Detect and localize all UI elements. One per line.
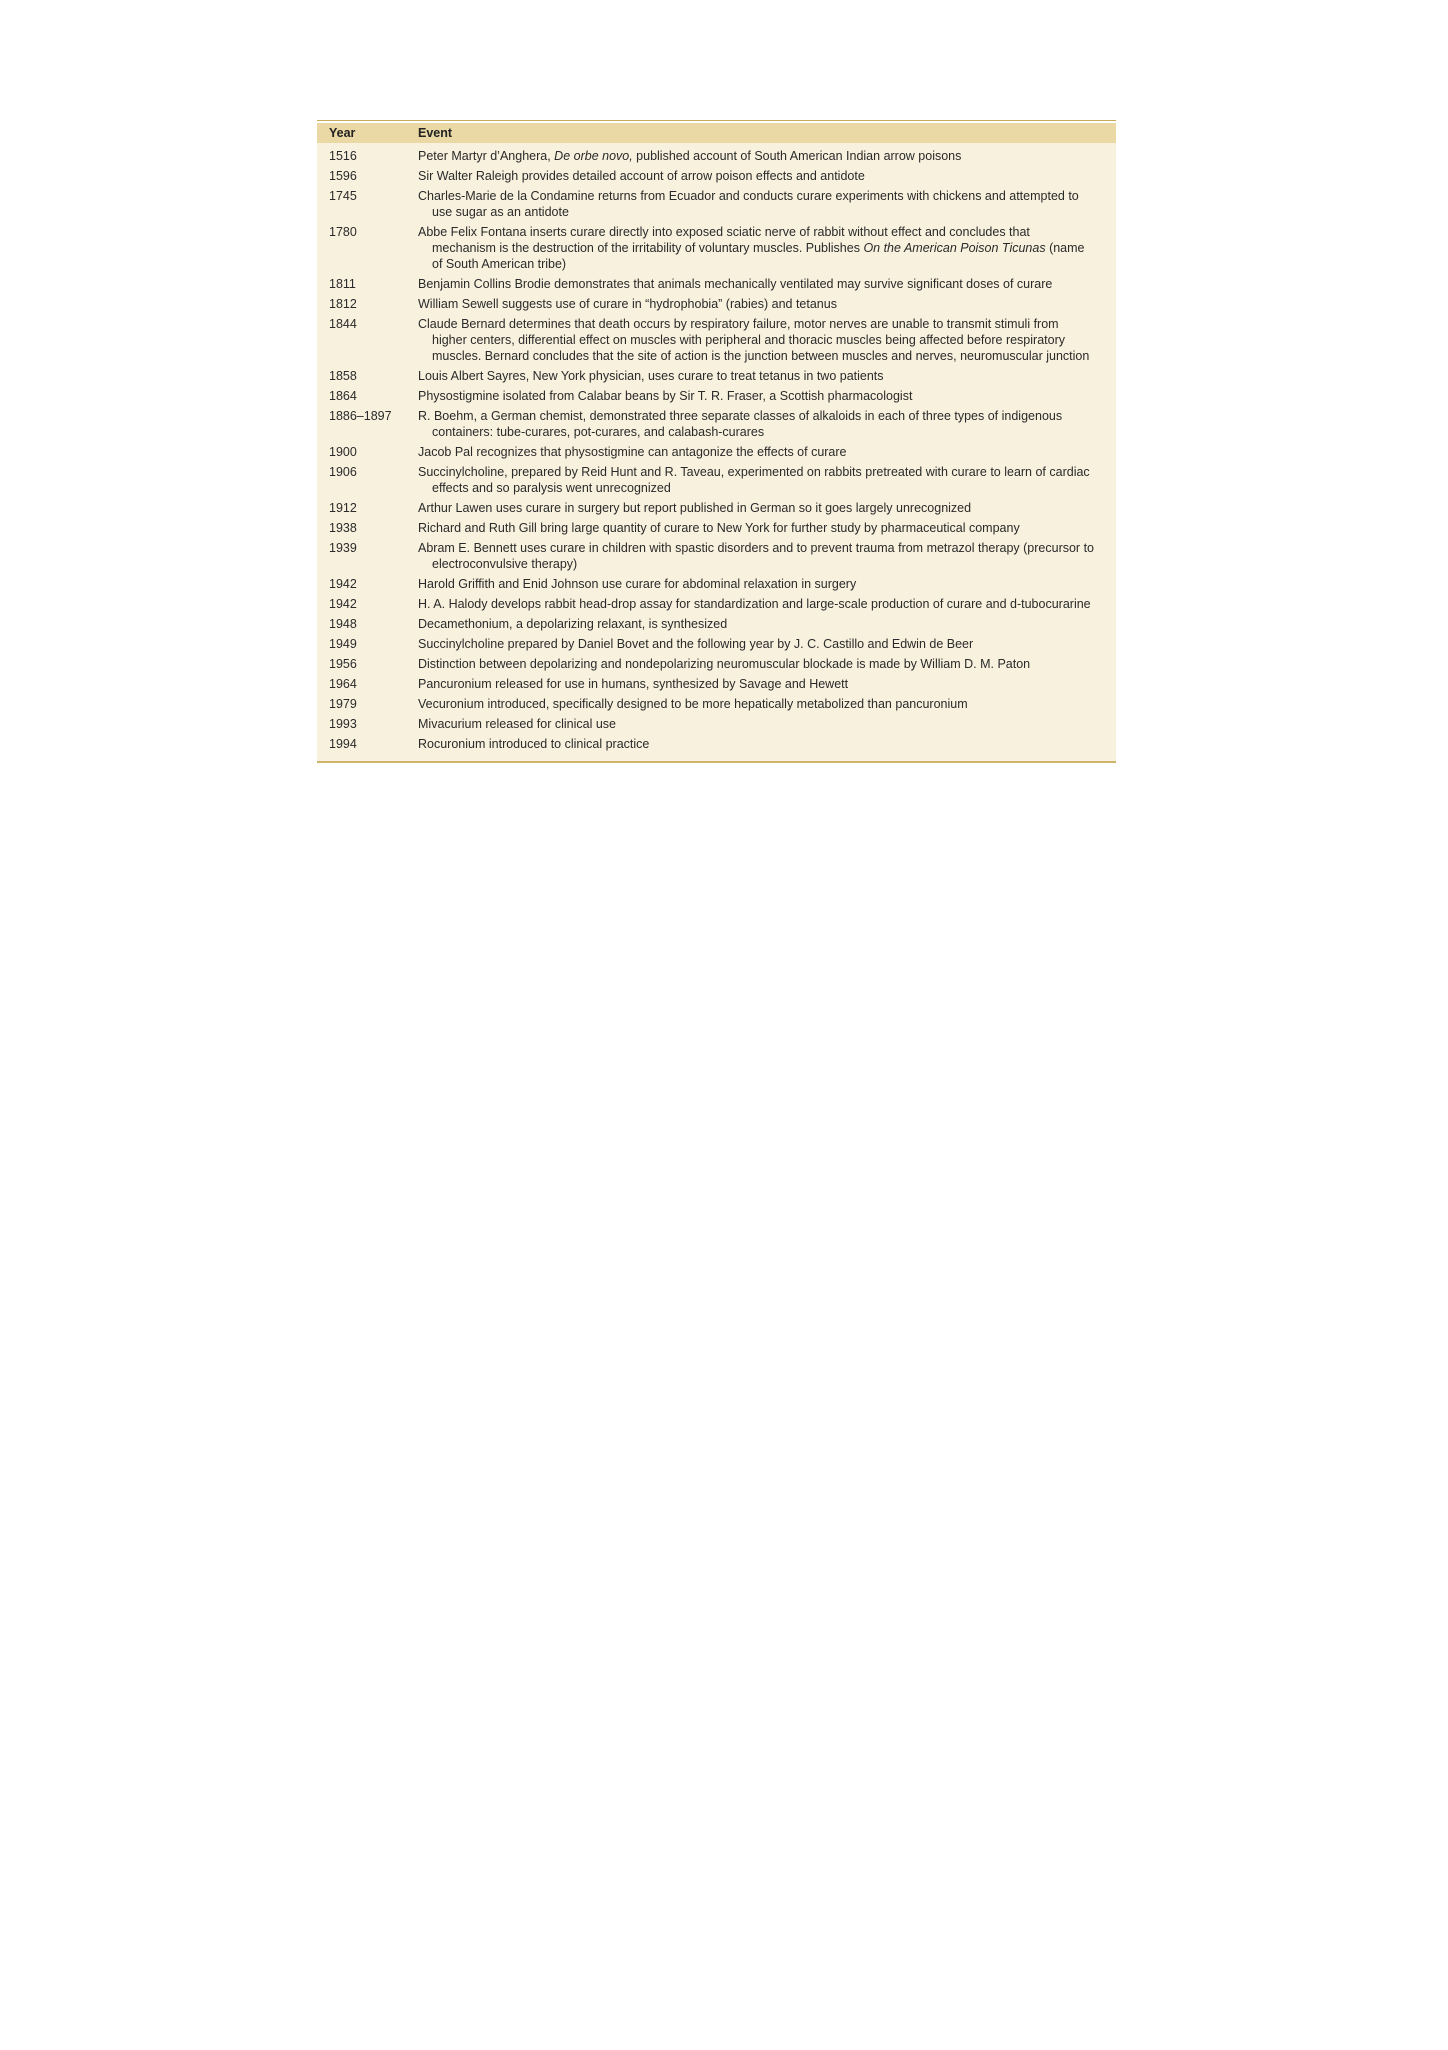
year-cell: 1858 bbox=[329, 369, 357, 383]
year-cell: 1780 bbox=[329, 225, 357, 239]
table-row bbox=[317, 676, 1116, 692]
event-text: William Sewell suggests use of curare in “hydrophobia” (rabies) and tetanus bbox=[418, 297, 837, 311]
year-cell: 1949 bbox=[329, 637, 357, 651]
event-text: Vecuronium introduced, specifically designed to be more hepatically metabolized than pancuronium bbox=[418, 697, 968, 711]
year-cell: 1948 bbox=[329, 617, 357, 631]
event-cell bbox=[418, 616, 1116, 632]
year-cell: 1938 bbox=[329, 521, 357, 535]
table-header-row bbox=[317, 121, 1116, 143]
year-cell: 1979 bbox=[329, 697, 357, 711]
event-text: published account of South American Indian arrow poisons bbox=[632, 149, 962, 163]
event-text: Abbe Felix Fontana inserts curare directly into exposed sciatic nerve of rabbit without effect and concludes that mechanism is the destruction of the irritability of voluntary muscles. Publishes bbox=[418, 225, 1030, 255]
event-text: Decamethonium, a depolarizing relaxant, is synthesized bbox=[418, 617, 728, 631]
table-body bbox=[317, 143, 1116, 752]
year-cell: 1864 bbox=[329, 389, 357, 403]
table-row bbox=[317, 444, 1116, 460]
event-cell bbox=[418, 464, 1116, 496]
event-cell bbox=[418, 368, 1116, 384]
event-text: Succinylcholine, prepared by Reid Hunt and R. Taveau, experimented on rabbits pretreated with curare to learn of cardiac effects and so paralysis went unrecognized bbox=[418, 465, 1090, 495]
event-cell bbox=[418, 576, 1116, 592]
table-row bbox=[317, 540, 1116, 572]
year-cell: 1900 bbox=[329, 445, 357, 459]
event-text: Richard and Ruth Gill bring large quantity of curare to New York for further study by pharmaceutical company bbox=[418, 521, 1020, 535]
event-text: Abram E. Bennett uses curare in children with spastic disorders and to prevent trauma from metrazol therapy (precursor to electroconvulsive therapy) bbox=[418, 541, 1094, 571]
year-cell: 1844 bbox=[329, 317, 357, 331]
event-text: Peter Martyr d’Anghera, bbox=[418, 149, 555, 163]
event-cell bbox=[418, 736, 1116, 752]
year-cell: 1912 bbox=[329, 501, 357, 515]
year-cell: 1745 bbox=[329, 189, 357, 203]
history-timeline-table bbox=[317, 120, 1116, 763]
event-text: Physostigmine isolated from Calabar beans by Sir T. R. Fraser, a Scottish pharmacologist bbox=[418, 389, 913, 403]
event-text: Benjamin Collins Brodie demonstrates that animals mechanically ventilated may survive significant doses of curare bbox=[418, 277, 1053, 291]
year-cell: 1956 bbox=[329, 657, 357, 671]
table-row bbox=[317, 188, 1116, 220]
year-column-header: Year bbox=[329, 126, 356, 140]
year-cell: 1964 bbox=[329, 677, 357, 691]
event-text: Mivacurium released for clinical use bbox=[418, 717, 616, 731]
event-column-header: Event bbox=[418, 126, 453, 140]
table-row bbox=[317, 736, 1116, 752]
year-cell: 1939 bbox=[329, 541, 357, 555]
event-text: Sir Walter Raleigh provides detailed account of arrow poison effects and antidote bbox=[418, 169, 865, 183]
event-cell bbox=[418, 676, 1116, 692]
event-text: Arthur Lawen uses curare in surgery but report published in German so it goes largely unrecognized bbox=[418, 501, 972, 515]
event-cell bbox=[418, 716, 1116, 732]
event-cell bbox=[418, 224, 1116, 272]
table-row bbox=[317, 316, 1116, 364]
event-text: R. Boehm, a German chemist, demonstrated three separate classes of alkaloids in each of three types of indigenous containers: tube-curares, pot-curares, and calabash-curares bbox=[418, 409, 1063, 439]
event-text: Pancuronium released for use in humans, synthesized by Savage and Hewett bbox=[418, 677, 849, 691]
table-row bbox=[317, 168, 1116, 184]
year-cell: 1811 bbox=[329, 277, 356, 291]
event-title-text: De orbe novo, bbox=[554, 149, 633, 163]
year-cell: 1994 bbox=[329, 737, 357, 751]
event-text: (name of South American tribe) bbox=[432, 241, 1085, 271]
event-title-text: On the American Poison Ticunas bbox=[863, 241, 1046, 255]
event-cell bbox=[418, 520, 1116, 536]
table-row bbox=[317, 408, 1116, 440]
event-cell bbox=[418, 444, 1116, 460]
table-row bbox=[317, 500, 1116, 516]
event-cell bbox=[418, 276, 1116, 292]
year-cell: 1886–1897 bbox=[329, 409, 392, 423]
table-row bbox=[317, 636, 1116, 652]
table-row bbox=[317, 148, 1116, 164]
event-cell bbox=[418, 188, 1116, 220]
event-text: Harold Griffith and Enid Johnson use curare for abdominal relaxation in surgery bbox=[418, 577, 857, 591]
year-cell: 1942 bbox=[329, 597, 357, 611]
event-text: Claude Bernard determines that death occurs by respiratory failure, motor nerves are unable to transmit stimuli from higher centers, differential effect on muscles with peripheral and thoracic muscles being affected before respiratory muscles. Bernard concludes that the site of action is the junction between muscles and nerves, neuromuscular junction bbox=[418, 317, 1090, 363]
event-cell bbox=[418, 500, 1116, 516]
event-cell bbox=[418, 148, 1116, 164]
event-cell bbox=[418, 168, 1116, 184]
year-cell: 1516 bbox=[329, 149, 357, 163]
event-text: Succinylcholine prepared by Daniel Bovet and the following year by J. C. Castillo and Edwin de Beer bbox=[418, 637, 974, 651]
year-cell: 1812 bbox=[329, 297, 357, 311]
event-cell bbox=[418, 656, 1116, 672]
table-row bbox=[317, 656, 1116, 672]
event-text: Distinction between depolarizing and nondepolarizing neuromuscular blockade is made by William D. M. Paton bbox=[418, 657, 1031, 671]
event-text: Louis Albert Sayres, New York physician, uses curare to treat tetanus in two patients bbox=[418, 369, 884, 383]
table-row bbox=[317, 388, 1116, 404]
table-row bbox=[317, 464, 1116, 496]
table-row bbox=[317, 520, 1116, 536]
event-cell bbox=[418, 408, 1116, 440]
year-cell: 1596 bbox=[329, 169, 357, 183]
event-text: Rocuronium introduced to clinical practice bbox=[418, 737, 650, 751]
table-row bbox=[317, 576, 1116, 592]
event-cell bbox=[418, 596, 1116, 612]
table-row bbox=[317, 696, 1116, 712]
event-cell bbox=[418, 316, 1116, 364]
table-row bbox=[317, 616, 1116, 632]
year-cell: 1942 bbox=[329, 577, 357, 591]
event-cell bbox=[418, 296, 1116, 312]
event-cell bbox=[418, 696, 1116, 712]
table-row bbox=[317, 296, 1116, 312]
event-text: Jacob Pal recognizes that physostigmine can antagonize the effects of curare bbox=[418, 445, 847, 459]
table-row bbox=[317, 716, 1116, 732]
table-row bbox=[317, 276, 1116, 292]
event-text: H. A. Halody develops rabbit head-drop assay for standardization and large-scale production of curare and d-tubocurarine bbox=[418, 597, 1091, 611]
event-text: Charles-Marie de la Condamine returns from Ecuador and conducts curare experiments with chickens and attempted to use sugar as an antidote bbox=[418, 189, 1079, 219]
table-row bbox=[317, 224, 1116, 272]
event-cell bbox=[418, 540, 1116, 572]
table-row bbox=[317, 368, 1116, 384]
year-cell: 1906 bbox=[329, 465, 357, 479]
event-cell bbox=[418, 388, 1116, 404]
event-cell bbox=[418, 636, 1116, 652]
table-row bbox=[317, 596, 1116, 612]
year-cell: 1993 bbox=[329, 717, 357, 731]
